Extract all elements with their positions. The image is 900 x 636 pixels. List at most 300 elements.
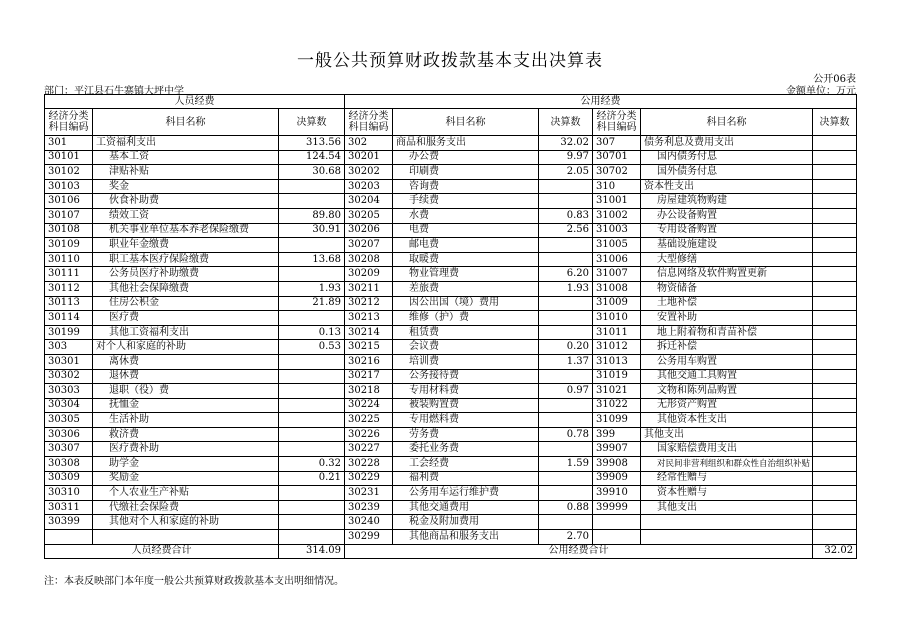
header-code: 经济分类科目编码 bbox=[45, 109, 93, 136]
code-cell: 30114 bbox=[45, 311, 93, 326]
amount-cell bbox=[539, 296, 593, 311]
code-cell: 30112 bbox=[45, 281, 93, 296]
code-cell: 399 bbox=[593, 427, 641, 442]
code-cell: 31011 bbox=[593, 325, 641, 340]
name-cell: 其他支出 bbox=[641, 500, 813, 515]
amount-cell bbox=[279, 398, 345, 413]
code-cell: 30203 bbox=[345, 179, 393, 194]
amount-cell bbox=[539, 442, 593, 457]
header-amount: 决算数 bbox=[813, 109, 857, 136]
table-row bbox=[45, 354, 857, 369]
amount-cell bbox=[279, 238, 345, 253]
name-cell: 劳务费 bbox=[393, 427, 539, 442]
amount-cell bbox=[539, 238, 593, 253]
code-cell: 30109 bbox=[45, 238, 93, 253]
amount-cell bbox=[813, 325, 857, 340]
amount-cell: 0.21 bbox=[279, 471, 345, 486]
amount-cell bbox=[813, 398, 857, 413]
table-row bbox=[45, 427, 857, 442]
name-cell: 信息网络及软件购置更新 bbox=[641, 267, 813, 282]
amount-cell: 1.37 bbox=[539, 354, 593, 369]
footnote: 注：本表反映部门本年度一般公共预算财政拨款基本支出明细情况。 bbox=[44, 576, 344, 587]
name-cell: 水费 bbox=[393, 208, 539, 223]
name-cell: 福利费 bbox=[393, 471, 539, 486]
table-row bbox=[45, 500, 857, 515]
name-cell: 资本性赠与 bbox=[641, 486, 813, 501]
amount-cell bbox=[539, 515, 593, 530]
code-cell: 30399 bbox=[45, 515, 93, 530]
table-row bbox=[45, 325, 857, 340]
amount-cell bbox=[813, 194, 857, 209]
header-name: 科目名称 bbox=[393, 109, 539, 136]
amount-cell: 0.97 bbox=[539, 384, 593, 399]
code-cell: 30308 bbox=[45, 457, 93, 472]
code-cell: 30305 bbox=[45, 413, 93, 428]
code-cell: 30304 bbox=[45, 398, 93, 413]
amount-cell bbox=[279, 267, 345, 282]
name-cell: 差旅费 bbox=[393, 281, 539, 296]
name-cell: 文物和陈列品购置 bbox=[641, 384, 813, 399]
code-cell: 30212 bbox=[345, 296, 393, 311]
amount-cell bbox=[279, 427, 345, 442]
code-cell: 30206 bbox=[345, 223, 393, 238]
amount-cell: 0.78 bbox=[539, 427, 593, 442]
code-cell: 30209 bbox=[345, 267, 393, 282]
name-cell: 印刷费 bbox=[393, 165, 539, 180]
header-code: 经济分类科目编码 bbox=[593, 109, 641, 136]
amount-cell: 2.56 bbox=[539, 223, 593, 238]
amount-cell bbox=[813, 252, 857, 267]
personnel-total-value: 314.09 bbox=[279, 544, 345, 559]
code-cell: 30107 bbox=[45, 208, 93, 223]
amount-cell bbox=[813, 515, 857, 530]
name-cell bbox=[93, 530, 279, 545]
name-cell: 专用燃料费 bbox=[393, 413, 539, 428]
table-row bbox=[45, 486, 857, 501]
name-cell: 无形资产购置 bbox=[641, 398, 813, 413]
amount-cell bbox=[813, 165, 857, 180]
code-cell: 30101 bbox=[45, 150, 93, 165]
table-row bbox=[45, 223, 857, 238]
table-row bbox=[45, 281, 857, 296]
code-cell: 30204 bbox=[345, 194, 393, 209]
code-cell bbox=[593, 515, 641, 530]
amount-cell bbox=[813, 150, 857, 165]
amount-cell bbox=[279, 369, 345, 384]
code-cell: 30301 bbox=[45, 354, 93, 369]
code-cell: 39909 bbox=[593, 471, 641, 486]
name-cell: 办公费 bbox=[393, 150, 539, 165]
name-cell: 住房公积金 bbox=[93, 296, 279, 311]
amount-cell: 0.20 bbox=[539, 340, 593, 355]
amount-cell bbox=[813, 354, 857, 369]
table-row bbox=[45, 238, 857, 253]
amount-cell: 2.05 bbox=[539, 165, 593, 180]
amount-cell bbox=[279, 311, 345, 326]
name-cell: 邮电费 bbox=[393, 238, 539, 253]
amount-cell bbox=[539, 369, 593, 384]
amount-cell bbox=[813, 267, 857, 282]
table-row bbox=[45, 369, 857, 384]
code-cell: 30208 bbox=[345, 252, 393, 267]
code-cell: 30213 bbox=[345, 311, 393, 326]
code-cell: 30207 bbox=[345, 238, 393, 253]
expenditure-table bbox=[44, 94, 857, 559]
name-cell: 工会经费 bbox=[393, 457, 539, 472]
name-cell: 抚恤金 bbox=[93, 398, 279, 413]
code-cell: 30110 bbox=[45, 252, 93, 267]
table-row bbox=[45, 136, 857, 151]
table-row bbox=[45, 311, 857, 326]
name-cell: 机关事业单位基本养老保险缴费 bbox=[93, 223, 279, 238]
code-cell bbox=[45, 530, 93, 545]
name-cell: 绩效工资 bbox=[93, 208, 279, 223]
form-code: 公开06表 bbox=[813, 74, 856, 85]
code-cell: 30303 bbox=[45, 384, 93, 399]
name-cell: 国内债务付息 bbox=[641, 150, 813, 165]
amount-cell bbox=[813, 530, 857, 545]
name-cell: 物资储备 bbox=[641, 281, 813, 296]
code-cell: 30217 bbox=[345, 369, 393, 384]
public-total-label: 公用经费合计 bbox=[345, 544, 813, 559]
name-cell: 电费 bbox=[393, 223, 539, 238]
code-cell: 30225 bbox=[345, 413, 393, 428]
table-row bbox=[45, 413, 857, 428]
amount-cell bbox=[279, 384, 345, 399]
code-cell: 30240 bbox=[345, 515, 393, 530]
code-cell: 39910 bbox=[593, 486, 641, 501]
name-cell: 土地补偿 bbox=[641, 296, 813, 311]
name-cell: 助学金 bbox=[93, 457, 279, 472]
code-cell: 30106 bbox=[45, 194, 93, 209]
table-row bbox=[45, 340, 857, 355]
code-cell: 30231 bbox=[345, 486, 393, 501]
code-cell: 31008 bbox=[593, 281, 641, 296]
name-cell: 其他资本性支出 bbox=[641, 413, 813, 428]
amount-cell: 30.68 bbox=[279, 165, 345, 180]
unit-label: 金额单位：万元 bbox=[786, 86, 856, 97]
name-cell: 维修（护）费 bbox=[393, 311, 539, 326]
code-cell: 307 bbox=[593, 136, 641, 151]
name-cell bbox=[641, 515, 813, 530]
name-cell: 离休费 bbox=[93, 354, 279, 369]
name-cell: 安置补助 bbox=[641, 311, 813, 326]
name-cell: 其他对个人和家庭的补助 bbox=[93, 515, 279, 530]
amount-cell bbox=[813, 296, 857, 311]
amount-cell: 9.97 bbox=[539, 150, 593, 165]
name-cell: 国外债务付息 bbox=[641, 165, 813, 180]
amount-cell bbox=[539, 398, 593, 413]
amount-cell bbox=[539, 194, 593, 209]
code-cell: 30309 bbox=[45, 471, 93, 486]
amount-cell: 13.68 bbox=[279, 252, 345, 267]
amount-cell bbox=[539, 252, 593, 267]
code-cell: 30214 bbox=[345, 325, 393, 340]
section-public: 公用经费 bbox=[345, 95, 857, 109]
code-cell: 30202 bbox=[345, 165, 393, 180]
name-cell: 公务用车购置 bbox=[641, 354, 813, 369]
code-cell: 30226 bbox=[345, 427, 393, 442]
amount-cell: 0.88 bbox=[539, 500, 593, 515]
name-cell: 津贴补贴 bbox=[93, 165, 279, 180]
amount-cell bbox=[279, 442, 345, 457]
code-cell: 30239 bbox=[345, 500, 393, 515]
name-cell: 基础设施建设 bbox=[641, 238, 813, 253]
name-cell: 其他交通工具购置 bbox=[641, 369, 813, 384]
table-row bbox=[45, 384, 857, 399]
code-cell: 31006 bbox=[593, 252, 641, 267]
name-cell: 税金及附加费用 bbox=[393, 515, 539, 530]
amount-cell: 89.80 bbox=[279, 208, 345, 223]
name-cell: 地上附着物和青苗补偿 bbox=[641, 325, 813, 340]
code-cell: 31001 bbox=[593, 194, 641, 209]
amount-cell bbox=[539, 179, 593, 194]
amount-cell: 1.93 bbox=[539, 281, 593, 296]
amount-cell bbox=[279, 515, 345, 530]
amount-cell bbox=[813, 238, 857, 253]
code-cell: 30205 bbox=[345, 208, 393, 223]
name-cell: 其他工资福利支出 bbox=[93, 325, 279, 340]
name-cell: 医疗费补助 bbox=[93, 442, 279, 457]
amount-cell: 0.83 bbox=[539, 208, 593, 223]
name-cell: 基本工资 bbox=[93, 150, 279, 165]
amount-cell bbox=[813, 457, 857, 472]
code-cell bbox=[593, 530, 641, 545]
amount-cell: 313.56 bbox=[279, 136, 345, 151]
amount-cell bbox=[279, 500, 345, 515]
name-cell: 个人农业生产补贴 bbox=[93, 486, 279, 501]
name-cell: 取暖费 bbox=[393, 252, 539, 267]
code-cell: 30307 bbox=[45, 442, 93, 457]
header-name: 科目名称 bbox=[641, 109, 813, 136]
code-cell: 31007 bbox=[593, 267, 641, 282]
amount-cell bbox=[539, 413, 593, 428]
amount-cell: 32.02 bbox=[539, 136, 593, 151]
header-amount: 决算数 bbox=[279, 109, 345, 136]
name-cell: 专用设备购置 bbox=[641, 223, 813, 238]
name-cell: 奖金 bbox=[93, 179, 279, 194]
name-cell: 大型修缮 bbox=[641, 252, 813, 267]
amount-cell: 124.54 bbox=[279, 150, 345, 165]
amount-cell bbox=[539, 311, 593, 326]
name-cell: 拆迁补偿 bbox=[641, 340, 813, 355]
name-cell: 公务用车运行维护费 bbox=[393, 486, 539, 501]
name-cell: 物业管理费 bbox=[393, 267, 539, 282]
name-cell: 国家赔偿费用支出 bbox=[641, 442, 813, 457]
table-row bbox=[45, 471, 857, 486]
name-cell: 伙食补助费 bbox=[93, 194, 279, 209]
amount-cell: 1.59 bbox=[539, 457, 593, 472]
amount-cell: 0.13 bbox=[279, 325, 345, 340]
name-cell: 职业年金缴费 bbox=[93, 238, 279, 253]
code-cell: 39907 bbox=[593, 442, 641, 457]
code-cell: 31021 bbox=[593, 384, 641, 399]
code-cell: 30201 bbox=[345, 150, 393, 165]
name-cell: 对民间非营利组织和群众性自治组织补贴 bbox=[641, 457, 813, 472]
name-cell: 租赁费 bbox=[393, 325, 539, 340]
page-title: 一般公共预算财政拨款基本支出决算表 bbox=[297, 51, 603, 71]
code-cell: 30211 bbox=[345, 281, 393, 296]
table-row bbox=[45, 194, 857, 209]
amount-cell bbox=[539, 486, 593, 501]
name-cell: 对个人和家庭的补助 bbox=[93, 340, 279, 355]
table-row bbox=[45, 457, 857, 472]
amount-cell bbox=[539, 471, 593, 486]
name-cell: 专用材料费 bbox=[393, 384, 539, 399]
code-cell: 30228 bbox=[345, 457, 393, 472]
table-row bbox=[45, 208, 857, 223]
code-cell: 30229 bbox=[345, 471, 393, 486]
code-cell: 31002 bbox=[593, 208, 641, 223]
code-cell: 30311 bbox=[45, 500, 93, 515]
code-cell: 31005 bbox=[593, 238, 641, 253]
amount-cell: 6.20 bbox=[539, 267, 593, 282]
amount-cell bbox=[813, 311, 857, 326]
code-cell: 31019 bbox=[593, 369, 641, 384]
amount-cell: 30.91 bbox=[279, 223, 345, 238]
code-cell: 30102 bbox=[45, 165, 93, 180]
code-cell: 31010 bbox=[593, 311, 641, 326]
amount-cell bbox=[813, 500, 857, 515]
amount-cell bbox=[813, 384, 857, 399]
code-cell: 30310 bbox=[45, 486, 93, 501]
code-cell: 39908 bbox=[593, 457, 641, 472]
name-cell: 退休费 bbox=[93, 369, 279, 384]
name-cell: 资本性支出 bbox=[641, 179, 813, 194]
amount-cell bbox=[813, 340, 857, 355]
table-row bbox=[45, 267, 857, 282]
name-cell: 公务员医疗补助缴费 bbox=[93, 267, 279, 282]
name-cell: 房屋建筑物购建 bbox=[641, 194, 813, 209]
amount-cell bbox=[813, 179, 857, 194]
code-cell: 30299 bbox=[345, 530, 393, 545]
amount-cell: 1.93 bbox=[279, 281, 345, 296]
header-name: 科目名称 bbox=[93, 109, 279, 136]
name-cell: 办公设备购置 bbox=[641, 208, 813, 223]
table-row bbox=[45, 252, 857, 267]
amount-cell bbox=[539, 325, 593, 340]
name-cell bbox=[641, 530, 813, 545]
amount-cell bbox=[813, 369, 857, 384]
name-cell: 医疗费 bbox=[93, 311, 279, 326]
amount-cell: 21.89 bbox=[279, 296, 345, 311]
name-cell: 商品和服务支出 bbox=[393, 136, 539, 151]
amount-cell bbox=[279, 179, 345, 194]
table-row bbox=[45, 398, 857, 413]
table-row bbox=[45, 150, 857, 165]
table-row bbox=[45, 296, 857, 311]
name-cell: 其他商品和服务支出 bbox=[393, 530, 539, 545]
public-total-value: 32.02 bbox=[813, 544, 857, 559]
code-cell: 30701 bbox=[593, 150, 641, 165]
name-cell: 因公出国（境）费用 bbox=[393, 296, 539, 311]
personnel-total-label: 人员经费合计 bbox=[45, 544, 279, 559]
name-cell: 退职（役）费 bbox=[93, 384, 279, 399]
code-cell: 302 bbox=[345, 136, 393, 151]
code-cell: 39999 bbox=[593, 500, 641, 515]
code-cell: 31099 bbox=[593, 413, 641, 428]
amount-cell bbox=[813, 486, 857, 501]
name-cell: 被装购置费 bbox=[393, 398, 539, 413]
code-cell: 30215 bbox=[345, 340, 393, 355]
header-code: 经济分类科目编码 bbox=[345, 109, 393, 136]
amount-cell bbox=[813, 136, 857, 151]
amount-cell bbox=[279, 354, 345, 369]
amount-cell bbox=[813, 281, 857, 296]
code-cell: 30702 bbox=[593, 165, 641, 180]
amount-cell bbox=[813, 413, 857, 428]
code-cell: 301 bbox=[45, 136, 93, 151]
name-cell: 其他支出 bbox=[641, 427, 813, 442]
name-cell: 债务利息及费用支出 bbox=[641, 136, 813, 151]
amount-cell bbox=[279, 194, 345, 209]
amount-cell: 0.53 bbox=[279, 340, 345, 355]
code-cell: 30113 bbox=[45, 296, 93, 311]
code-cell: 310 bbox=[593, 179, 641, 194]
code-cell: 31013 bbox=[593, 354, 641, 369]
amount-cell bbox=[279, 486, 345, 501]
amount-cell bbox=[813, 208, 857, 223]
name-cell: 经常性赠与 bbox=[641, 471, 813, 486]
code-cell: 30111 bbox=[45, 267, 93, 282]
amount-cell: 0.32 bbox=[279, 457, 345, 472]
code-cell: 30302 bbox=[45, 369, 93, 384]
table-row bbox=[45, 179, 857, 194]
name-cell: 培训费 bbox=[393, 354, 539, 369]
name-cell: 公务接待费 bbox=[393, 369, 539, 384]
name-cell: 代缴社会保险费 bbox=[93, 500, 279, 515]
code-cell: 30227 bbox=[345, 442, 393, 457]
code-cell: 30218 bbox=[345, 384, 393, 399]
code-cell: 30216 bbox=[345, 354, 393, 369]
code-cell: 31009 bbox=[593, 296, 641, 311]
totals-row bbox=[45, 544, 857, 559]
name-cell: 其他交通费用 bbox=[393, 500, 539, 515]
table-row bbox=[45, 515, 857, 530]
table-row bbox=[45, 530, 857, 545]
amount-cell bbox=[279, 530, 345, 545]
name-cell: 其他社会保障缴费 bbox=[93, 281, 279, 296]
code-cell: 30108 bbox=[45, 223, 93, 238]
name-cell: 生活补助 bbox=[93, 413, 279, 428]
amount-cell bbox=[813, 223, 857, 238]
name-cell: 会议费 bbox=[393, 340, 539, 355]
code-cell: 31003 bbox=[593, 223, 641, 238]
name-cell: 咨询费 bbox=[393, 179, 539, 194]
code-cell: 30224 bbox=[345, 398, 393, 413]
code-cell: 303 bbox=[45, 340, 93, 355]
name-cell: 手续费 bbox=[393, 194, 539, 209]
code-cell: 30306 bbox=[45, 427, 93, 442]
name-cell: 委托业务费 bbox=[393, 442, 539, 457]
amount-cell bbox=[813, 471, 857, 486]
department-label: 部门：平江县石牛寨镇大坪中学 bbox=[44, 86, 184, 97]
code-cell: 30103 bbox=[45, 179, 93, 194]
code-cell: 31012 bbox=[593, 340, 641, 355]
code-cell: 30199 bbox=[45, 325, 93, 340]
name-cell: 奖励金 bbox=[93, 471, 279, 486]
code-cell: 31022 bbox=[593, 398, 641, 413]
name-cell: 职工基本医疗保险缴费 bbox=[93, 252, 279, 267]
amount-cell: 2.70 bbox=[539, 530, 593, 545]
amount-cell bbox=[813, 427, 857, 442]
amount-cell bbox=[813, 442, 857, 457]
header-amount: 决算数 bbox=[539, 109, 593, 136]
amount-cell bbox=[279, 413, 345, 428]
table-row bbox=[45, 165, 857, 180]
table-row bbox=[45, 442, 857, 457]
name-cell: 工资福利支出 bbox=[93, 136, 279, 151]
